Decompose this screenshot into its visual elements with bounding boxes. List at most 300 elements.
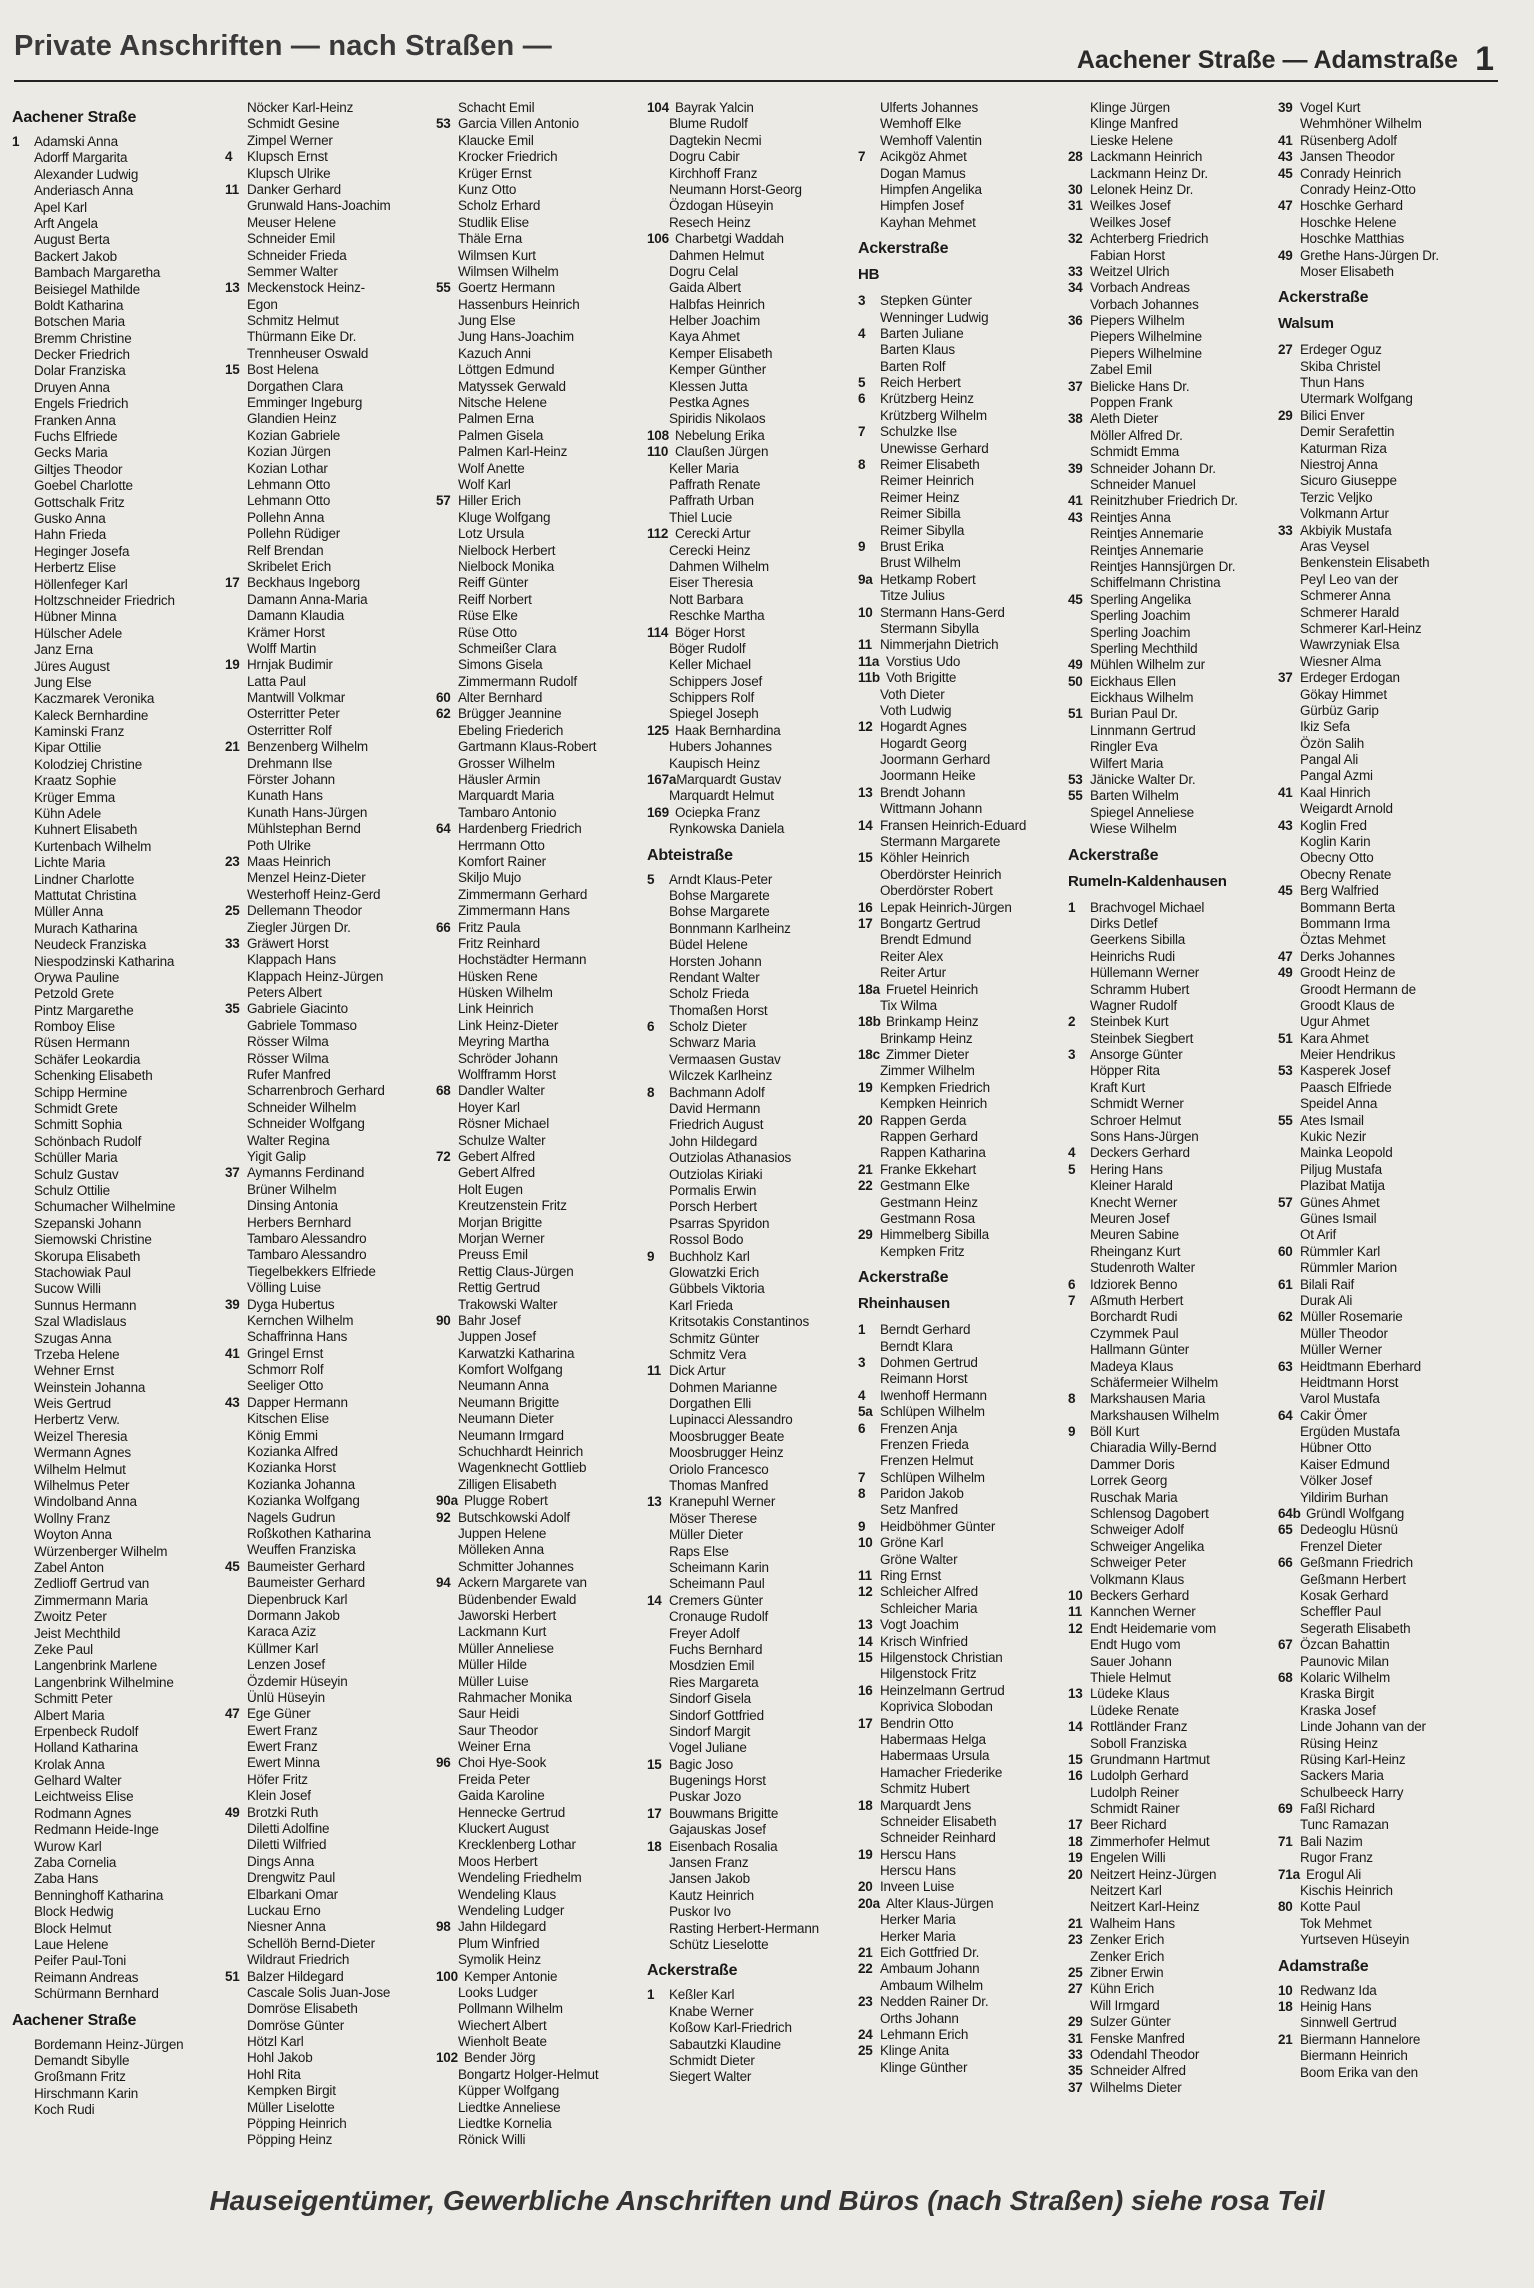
directory-entry [225, 1919, 431, 1935]
street-heading: Abteistraße [647, 846, 733, 864]
resident-name: Krisch Winfried [880, 1633, 968, 1649]
resident-name: Schneider Wolfgang [247, 1116, 365, 1132]
directory-entry [1068, 1375, 1274, 1391]
directory-entry [225, 1624, 431, 1640]
column-2 [225, 100, 431, 2149]
resident-name: Mainka Leopold [1300, 1145, 1393, 1161]
directory-entry [647, 1642, 853, 1658]
directory-entry [1278, 342, 1484, 358]
directory-entry [225, 526, 431, 542]
house-number: 8 [1068, 1391, 1076, 1407]
resident-name: Jung Else [34, 674, 92, 690]
directory-entry [436, 1919, 642, 1935]
directory-entry [647, 1052, 853, 1068]
resident-name: Piepers Wilhelm [1090, 313, 1185, 329]
resident-name: Förster Johann [247, 772, 335, 788]
directory-entry [1068, 1293, 1274, 1309]
resident-name: Reiff Günter [458, 575, 529, 591]
resident-name: Kozianka Alfred [247, 1444, 338, 1460]
directory-entry [858, 1244, 1064, 1260]
resident-name: Kempken Friedrich [880, 1079, 990, 1095]
directory-entry [436, 1969, 642, 1985]
directory-entry [858, 1732, 1064, 1748]
resident-name: Tix Wilma [880, 997, 937, 1013]
resident-name: Freida Peter [458, 1771, 530, 1787]
directory-entry [12, 1249, 218, 1265]
resident-name: Looks Ludger [458, 1984, 538, 2000]
resident-name: Ugur Ahmet [1300, 1014, 1370, 1030]
directory-entry [1068, 1932, 1274, 1948]
resident-name: Jansen Franz [669, 1855, 749, 1871]
directory-entry [436, 1477, 642, 1493]
directory-entry [12, 150, 218, 166]
resident-name: Schmidt Gesine [247, 116, 340, 132]
directory-entry [647, 1740, 853, 1756]
resident-name: Arndt Klaus-Peter [669, 871, 773, 887]
house-number: 14 [858, 1633, 873, 1649]
directory-entry [12, 2102, 218, 2118]
directory-entry [647, 1363, 853, 1379]
directory-entry [436, 920, 642, 936]
directory-entry [12, 1429, 218, 1445]
resident-name: Acikgöz Ahmet [880, 149, 967, 165]
directory-entry [1278, 523, 1484, 539]
directory-entry [1278, 637, 1484, 653]
resident-name: Wilmsen Wilhelm [458, 263, 559, 279]
resident-name: Völker Josef [1300, 1473, 1372, 1489]
resident-name: Psarras Spyridon [669, 1215, 770, 1231]
directory-entry [647, 1199, 853, 1215]
directory-entry [225, 411, 431, 427]
directory-entry [225, 100, 431, 116]
directory-entry [858, 539, 1064, 555]
directory-entry [858, 752, 1064, 768]
resident-name: Kitschen Elise [247, 1411, 329, 1427]
resident-name: Fuchs Elfriede [34, 429, 118, 445]
resident-name: Peifer Paul-Toni [34, 1953, 127, 1969]
directory-entry [225, 1297, 431, 1313]
resident-name: Woyton Anna [34, 1527, 112, 1543]
directory-entry [1278, 572, 1484, 588]
resident-name: Link Heinz-Dieter [458, 1017, 559, 1033]
resident-name: Preuss Emil [458, 1247, 528, 1263]
directory-entry [12, 1462, 218, 1478]
directory-entry [1068, 739, 1274, 755]
directory-entry [858, 1568, 1064, 1584]
resident-name: Dogan Mamus [880, 165, 966, 181]
house-number: 110 [647, 444, 669, 460]
resident-name: Kara Ahmet [1300, 1030, 1369, 1046]
resident-name: Koglin Fred [1300, 817, 1367, 833]
directory-entry [1068, 1686, 1274, 1702]
resident-name: Friedrich August [669, 1117, 764, 1133]
resident-name: Tambaro Alessandro [247, 1230, 367, 1246]
resident-name: Liedtke Kornelia [458, 2116, 552, 2132]
resident-name: Zaba Cornelia [34, 1855, 117, 1871]
directory-entry [1278, 982, 1484, 998]
resident-name: Schneider Wilhelm [247, 1099, 357, 1115]
resident-name: Scholz Dieter [669, 1019, 747, 1035]
house-number: 66 [1278, 1555, 1293, 1571]
resident-name: Glowatzki Erich [669, 1264, 760, 1280]
house-number: 53 [1068, 772, 1083, 788]
resident-name: Tiegelbekkers Elfriede [247, 1263, 376, 1279]
directory-entry [647, 1871, 853, 1887]
resident-name: Nebelung Erika [675, 427, 765, 443]
resident-name: Ates Ismail [1300, 1112, 1364, 1128]
resident-name: Schroer Helmut [1090, 1112, 1181, 1128]
resident-name: Hubers Johannes [669, 739, 772, 755]
directory-entry [1068, 559, 1274, 575]
resident-name: Neumann Dieter [458, 1411, 554, 1427]
resident-name: Weilkes Josef [1090, 198, 1171, 214]
page-number: 1 [1475, 40, 1494, 78]
resident-name: Reimer Sibylla [880, 522, 965, 538]
resident-name: Bugenings Horst [669, 1773, 766, 1789]
directory-entry [1068, 1768, 1274, 1784]
resident-name: Hoschke Gerhard [1300, 198, 1403, 214]
directory-entry [225, 739, 431, 755]
directory-entry [12, 659, 218, 675]
resident-name: Wagenknecht Gottlieb [458, 1460, 587, 1476]
resident-name: Weiner Erna [458, 1739, 531, 1755]
resident-name: Rheinganz Kurt [1090, 1243, 1181, 1259]
directory-entry [647, 1708, 853, 1724]
resident-name: Wolfframm Horst [458, 1067, 556, 1083]
directory-entry [225, 641, 431, 657]
directory-entry [858, 572, 1064, 588]
directory-entry [225, 1428, 431, 1444]
resident-name: Cronauge Rudolf [669, 1609, 769, 1625]
resident-name: Rümmler Karl [1300, 1243, 1381, 1259]
directory-entry [858, 1781, 1064, 1797]
resident-name: Ulferts Johannes [880, 100, 979, 115]
house-number: 37 [1068, 378, 1083, 394]
directory-entry [1068, 1260, 1274, 1276]
resident-name: Paunovic Milan [1300, 1653, 1389, 1669]
directory-entry [436, 838, 642, 854]
resident-name: Peters Albert [247, 985, 322, 1001]
resident-name: Paffrath Urban [669, 493, 754, 509]
directory-entry [436, 1493, 642, 1509]
directory-entry [1278, 1408, 1484, 1424]
directory-entry [647, 625, 853, 641]
resident-name: Herker Maria [880, 1912, 956, 1928]
resident-name: Palmen Karl-Heinz [458, 444, 568, 460]
directory-entry [647, 329, 853, 345]
directory-entry [225, 215, 431, 231]
directory-entry [1068, 1949, 1274, 1965]
resident-name: Sauer Johann [1090, 1653, 1172, 1669]
directory-entry [858, 883, 1064, 899]
directory-entry [647, 1773, 853, 1789]
resident-name: Aßmuth Herbert [1090, 1292, 1184, 1308]
resident-name: Kemper Günther [669, 362, 766, 378]
resident-name: Endt Heidemarie vom [1090, 1620, 1217, 1636]
directory-entry [12, 1363, 218, 1379]
directory-entry [1278, 1999, 1484, 2015]
resident-name: Geerkens Sibilla [1090, 932, 1186, 948]
resident-name: Lehmann Otto [247, 493, 331, 509]
resident-name: Brinkamp Heinz [886, 1014, 979, 1030]
directory-entry [647, 1855, 853, 1871]
resident-name: Cremers Günter [669, 1592, 763, 1608]
resident-name: Damann Klaudia [247, 608, 345, 624]
directory-entry [12, 2037, 218, 2053]
resident-name: Reiff Norbert [458, 591, 532, 607]
resident-name: Morjan Brigitte [458, 1214, 543, 1230]
resident-name: Nitsche Helene [458, 395, 547, 411]
directory-entry [436, 1362, 642, 1378]
resident-name: Bambach Margaretha [34, 265, 161, 281]
directory-entry [436, 1133, 642, 1149]
resident-name: Jeist Mechthild [34, 1625, 121, 1641]
resident-name: Tambaro Alessandro [247, 1247, 367, 1263]
resident-name: Elbarkani Omar [247, 1886, 338, 1902]
directory-entry [647, 921, 853, 937]
resident-name: Kayhan Mehmet [880, 214, 976, 230]
resident-name: Lieske Helene [1090, 132, 1173, 148]
resident-name: Kischis Heinrich [1300, 1883, 1393, 1899]
resident-name: Wendeling Friedhelm [458, 1870, 582, 1886]
resident-name: König Emmi [247, 1427, 318, 1443]
resident-name: Heinzelmann Gertrud [880, 1682, 1005, 1698]
resident-name: Kasperek Josef [1300, 1063, 1391, 1079]
resident-name: Hübner Otto [1300, 1440, 1372, 1456]
resident-name: Küllmer Karl [247, 1640, 319, 1656]
directory-entry [1278, 1555, 1484, 1571]
resident-name: Kuhnert Elisabeth [34, 822, 138, 838]
directory-entry [12, 1773, 218, 1789]
directory-entry [436, 1116, 642, 1132]
directory-entry [1068, 949, 1274, 965]
resident-name: Kosak Gerhard [1300, 1587, 1389, 1603]
directory-entry [225, 461, 431, 477]
house-number: 94 [436, 1575, 451, 1591]
directory-entry [647, 1298, 853, 1314]
directory-entry [647, 1511, 853, 1527]
directory-entry [436, 297, 642, 313]
directory-entry [1278, 1834, 1484, 1850]
directory-entry [1068, 198, 1274, 214]
resident-name: Gajauskas Josef [669, 1822, 766, 1838]
directory-entry [225, 1674, 431, 1690]
directory-entry [436, 1657, 642, 1673]
house-number: 98 [436, 1919, 451, 1935]
resident-name: Porsch Herbert [669, 1199, 757, 1215]
resident-name: Büdenbender Ewald [458, 1591, 577, 1607]
resident-name: Linnmann Gertrud [1090, 722, 1196, 738]
house-number: 29 [1278, 407, 1293, 423]
directory-entry [12, 1806, 218, 1822]
directory-entry [647, 428, 853, 444]
resident-name: Kautz Heinrich [669, 1887, 754, 1903]
directory-entry [858, 1716, 1064, 1732]
resident-name: Jansen Jakob [669, 1871, 750, 1887]
directory-entry [1068, 1014, 1274, 1030]
resident-name: Lehmann Erich [880, 2026, 969, 2042]
directory-entry [1278, 1309, 1484, 1325]
directory-entry [225, 1575, 431, 1591]
resident-name: Weigardt Arnold [1300, 801, 1393, 817]
directory-entry [12, 167, 218, 183]
directory-entry [1278, 391, 1484, 407]
directory-entry [225, 182, 431, 198]
resident-name: Reich Herbert [880, 375, 961, 391]
directory-entry [858, 1994, 1064, 2010]
directory-entry [1068, 723, 1274, 739]
resident-name: Kozian Gabriele [247, 427, 341, 443]
directory-entry [1068, 592, 1274, 608]
resident-name: Scholz Erhard [458, 198, 541, 214]
directory-entry [436, 1788, 642, 1804]
street-range: Aachener Straße — Adamstraße [1076, 46, 1458, 74]
resident-name: Reintjes Annemarie [1090, 542, 1204, 558]
resident-name: Dorgathen Clara [247, 378, 344, 394]
resident-name: Hüllemann Werner [1090, 965, 1200, 981]
directory-entry [1278, 116, 1484, 132]
directory-entry [12, 396, 218, 412]
directory-entry [647, 1921, 853, 1937]
house-number: 16 [1068, 1768, 1083, 1784]
directory-entry [647, 1462, 853, 1478]
directory-entry [12, 1396, 218, 1412]
directory-entry [1278, 539, 1484, 555]
directory-entry [12, 1724, 218, 1740]
directory-entry [647, 1527, 853, 1543]
resident-name: Schmitz Hubert [880, 1781, 970, 1797]
resident-name: Ociepka Franz [675, 804, 761, 820]
resident-name: Lindner Charlotte [34, 871, 135, 887]
directory-entry [647, 1609, 853, 1625]
directory-entry [12, 1986, 218, 2002]
street-heading: Ackerstraße [1068, 846, 1159, 864]
house-number: 39 [1278, 100, 1293, 115]
directory-entry [647, 1216, 853, 1232]
directory-entry [12, 626, 218, 642]
footer-note: Hauseigentümer, Gewerbliche Anschriften und Büros (nach Straßen) siehe rosa Teil [209, 2185, 1325, 2216]
directory-entry [1278, 215, 1484, 231]
resident-name: Demandt Sibylle [34, 2052, 130, 2068]
resident-name: Koch Rudi [34, 2102, 95, 2118]
resident-name: Bielicke Hans Dr. [1090, 378, 1190, 394]
directory-entry [1278, 1359, 1484, 1375]
resident-name: Schmitz Vera [669, 1346, 747, 1362]
directory-entry [225, 1001, 431, 1017]
resident-name: Poth Ulrike [247, 837, 311, 853]
directory-entry [647, 1101, 853, 1117]
directory-entry [1278, 1522, 1484, 1538]
resident-name: Decker Friedrich [34, 347, 130, 363]
directory-entry [12, 806, 218, 822]
resident-name: Walheim Hans [1090, 1915, 1175, 1931]
house-number: 11 [647, 1363, 661, 1379]
directory-entry [12, 1101, 218, 1117]
directory-entry [436, 1624, 642, 1640]
directory-entry [436, 1018, 642, 1034]
resident-name: Hohl Jakob [247, 2050, 313, 2066]
resident-name: Oriolo Francesco [669, 1461, 769, 1477]
directory-entry [225, 1952, 431, 1968]
directory-entry [225, 2132, 431, 2148]
resident-name: Komfort Rainer [458, 853, 546, 869]
directory-entry [436, 1870, 642, 1886]
resident-name: Trakowski Walter [458, 1296, 558, 1312]
resident-name: Berg Walfried [1300, 883, 1379, 899]
resident-name: Neitzert Karl [1090, 1883, 1162, 1899]
directory-entry [1068, 1080, 1274, 1096]
directory-entry [225, 1739, 431, 1755]
directory-entry [1068, 526, 1274, 542]
resident-name: Reinitzhuber Friedrich Dr. [1090, 493, 1238, 509]
house-number: 9a [858, 571, 873, 587]
directory-entry [858, 670, 1064, 686]
house-number: 64 [1278, 1407, 1293, 1423]
house-number: 96 [436, 1755, 451, 1771]
resident-name: Link Heinrich [458, 1001, 534, 1017]
resident-name: Schwarz Maria [669, 1035, 756, 1051]
directory-entry [647, 805, 853, 821]
resident-name: Reimer Sibilla [880, 506, 961, 522]
resident-name: Krolak Anna [34, 1756, 105, 1772]
directory-entry [225, 1100, 431, 1116]
directory-entry [858, 166, 1064, 182]
house-number: 30 [1068, 181, 1083, 197]
resident-name: Jung Hans-Joachim [458, 329, 574, 345]
directory-entry [436, 706, 642, 722]
directory-entry [436, 805, 642, 821]
resident-name: Schneider Elisabeth [880, 1813, 997, 1829]
directory-entry [1278, 182, 1484, 198]
directory-entry [858, 1666, 1064, 1682]
resident-name: Wurow Karl [34, 1838, 102, 1854]
resident-name: Dagtekin Necmi [669, 132, 762, 148]
resident-name: Ringler Eva [1090, 739, 1158, 755]
resident-name: Helber Joachim [669, 313, 760, 329]
house-number: 3 [858, 1354, 866, 1370]
directory-entry [647, 1560, 853, 1576]
house-number: 21 [1278, 2031, 1293, 2047]
directory-entry [647, 1691, 853, 1707]
directory-entry [647, 1412, 853, 1428]
directory-entry [1278, 736, 1484, 752]
directory-entry [12, 1757, 218, 1773]
resident-name: Mühlen Wilhelm zur [1090, 657, 1205, 673]
resident-name: Herker Maria [880, 1928, 956, 1944]
column-3 [436, 100, 642, 2149]
directory-entry [1068, 133, 1274, 149]
directory-entry [225, 149, 431, 165]
directory-entry [1278, 1801, 1484, 1817]
resident-name: Reintjes Anna [1090, 509, 1171, 525]
resident-name: Schmerer Karl-Heinz [1300, 620, 1422, 636]
resident-name: Luckau Erno [247, 1902, 321, 1918]
directory-entry [647, 690, 853, 706]
directory-entry [12, 1494, 218, 1510]
resident-name: Rufer Manfred [247, 1067, 331, 1083]
resident-name: Baumeister Gerhard [247, 1558, 365, 1574]
directory-entry [436, 608, 642, 624]
directory-entry [1278, 1621, 1484, 1637]
resident-name: Durak Ali [1300, 1292, 1353, 1308]
resident-name: Mühlstephan Bernd [247, 821, 361, 837]
resident-name: Osterritter Peter [247, 706, 340, 722]
resident-name: Groodt Heinz de [1300, 965, 1396, 981]
directory-entry [225, 1870, 431, 1886]
directory-entry [1068, 166, 1274, 182]
directory-entry [858, 2011, 1064, 2027]
directory-entry [647, 1265, 853, 1281]
